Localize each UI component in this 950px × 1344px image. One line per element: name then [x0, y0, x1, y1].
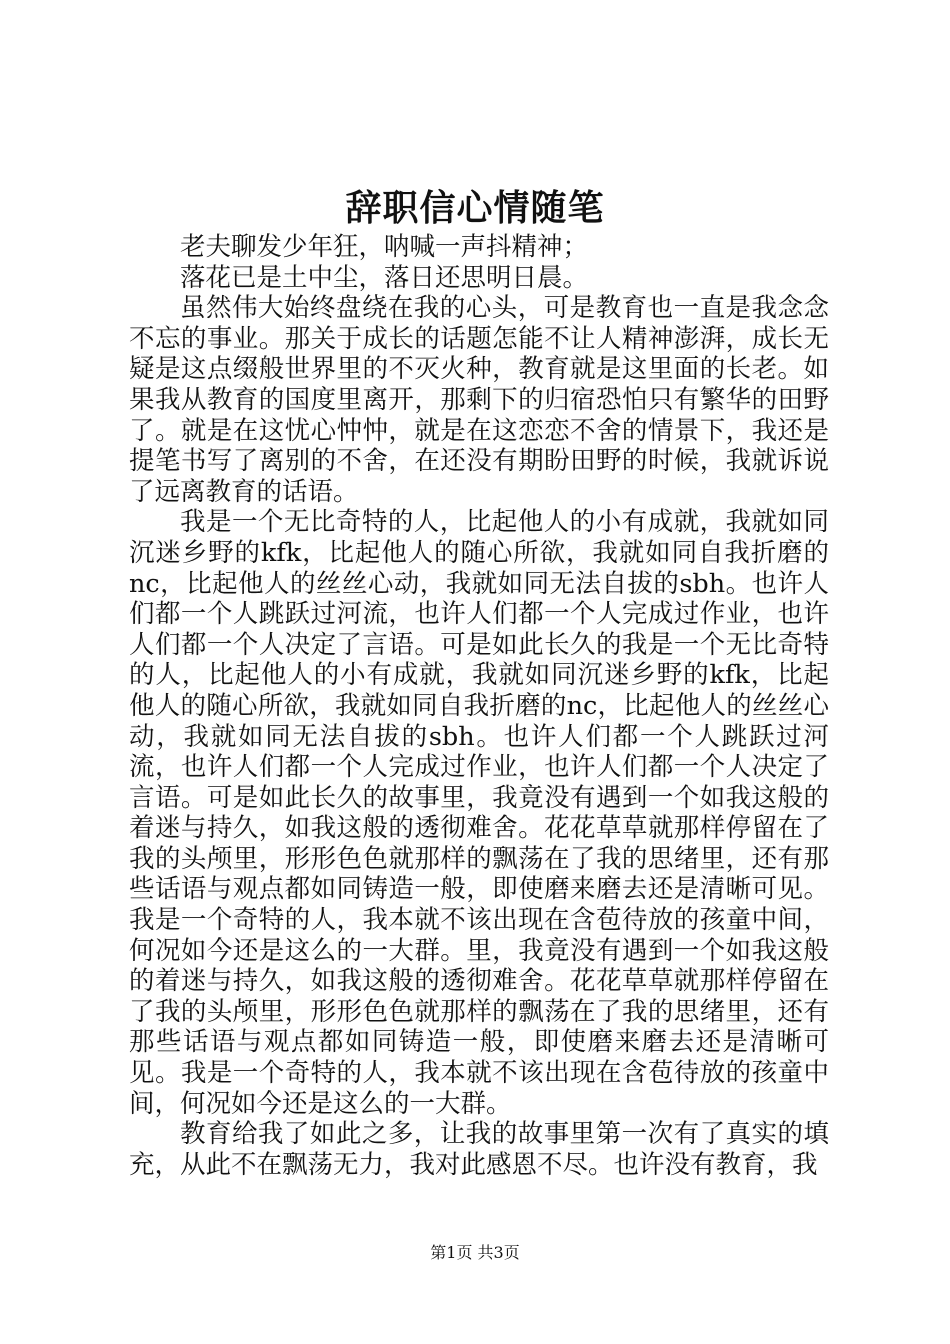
document-title: 辞职信心情随笔: [345, 187, 605, 229]
body-paragraph: 教育给我了如此之多，让我的故事里第一次有了真实的填充，从此不在飘荡无力，我对此感恩不尽。也许没有教育，我: [129, 1119, 829, 1180]
poem-line: 老夫聊发少年狂，呐喊一声抖精神；: [180, 232, 589, 262]
poem-line: 落花已是土中尘，落日还思明日晨。: [180, 262, 589, 293]
body-paragraph: 虽然伟大始终盘绕在我的心头，可是教育也一直是我念念不忘的事业。那关于成长的话题怎能不让人精神澎湃，成长无疑是这点缀般世界里的不灭火种，教育就是这里面的长老。如果我从教育的国度里离开，那剩下的归宿恐怕只有繁华的田野了。就是在这忧心忡忡，就是在这恋恋不舍的情景下，我还是提笔书写了离别的不舍，在还没有期盼田野的时候，我就诉说了远离教育的话语。: [129, 293, 829, 507]
page-number-footer: 第1页 共3页: [430, 1243, 520, 1262]
body-paragraph: 我是一个无比奇特的人，比起他人的小有成就，我就如同沉迷乡野的kfk，比起他人的随心所欲，我就如同自我折磨的nc，比起他人的丝丝心动，我就如同无法自拔的sbh。也许人们都一个人跳跃过河流，也许人们都一个人完成过作业，也许人们都一个人决定了言语。可是如此长久的我是一个无比奇特的人，比起他人的小有成就，我就如同沉迷乡野的kfk，比起他人的随心所欲，我就如同自我折磨的nc，比起他人的丝丝心动，我就如同无法自拔的sbh。也许人们都一个人跳跃过河流，也许人们都一个人完成过作业，也许人们都一个人决定了言语。可是如此长久的故事里，我竟没有遇到一个如我这般的着迷与持久，如我这般的透彻难舍。花花草草就那样停留在了我的头颅里，形形色色就那样的飘荡在了我的思绪里，还有那些话语与观点都如同铸造一般，即使磨来磨去还是清晰可见。我是一个奇特的人，我本就不该出现在含苞待放的孩童中间，何况如今还是这么的一大群。里，我竟没有遇到一个如我这般的着迷与持久，如我这般的透彻难舍。花花草草就那样停留在了我的头颅里，形形色色就那样的飘荡在了我的思绪里，还有那些话语与观点都如同铸造一般，即使磨来磨去还是清晰可见。我是一个奇特的人，我本就不该出现在含苞待放的孩童中间，何况如今还是这么的一大群。: [129, 507, 829, 1119]
document-body: [129, 232, 829, 1180]
